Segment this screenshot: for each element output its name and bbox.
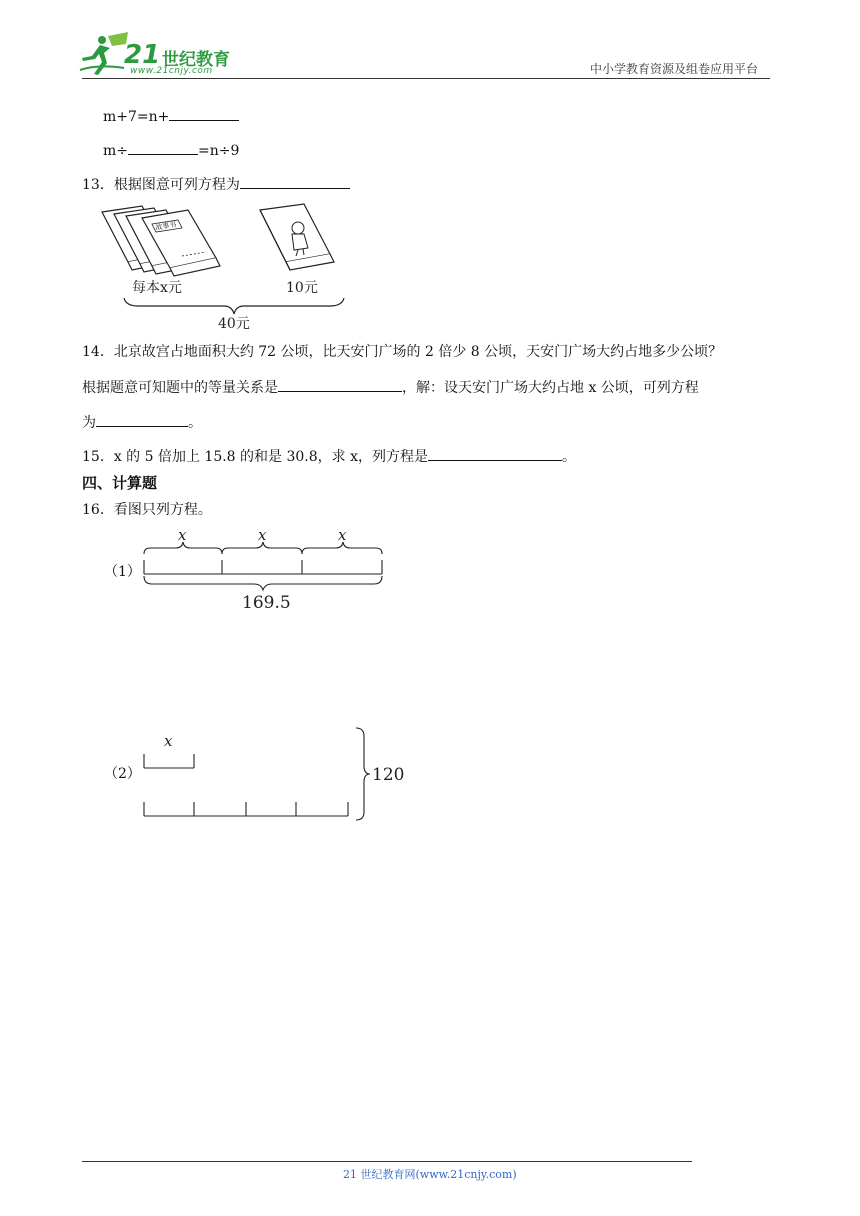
book-stack-icon — [102, 206, 220, 276]
fig2-label: （2） — [104, 766, 141, 782]
q12-line1 — [103, 106, 239, 127]
label-single-price: 10元 — [286, 280, 318, 296]
q14-line3-part2: 。 — [188, 415, 202, 431]
q14-line2 — [82, 377, 699, 398]
q13-blank[interactable] — [240, 174, 350, 189]
q14-blank2[interactable] — [96, 412, 188, 427]
q12-blank1[interactable] — [169, 106, 239, 121]
q12-line1-text: m+7=n+ — [103, 109, 170, 125]
q14-line2-part2: ，解：设天安门广场大约占地 x 公顷，可列方程 — [402, 380, 699, 396]
fig1-x-label-3: x — [338, 526, 347, 544]
q15-end: 。 — [562, 449, 577, 465]
q14-line1: 14．北京故宫占地面积大约 72 公顷，比天安门广场的 2 倍少 8 公顷，天安门广场大约占地多少公顷？ — [82, 344, 723, 360]
q13-question — [82, 174, 350, 195]
q14-line3-part1: 为 — [82, 415, 96, 431]
logo-text: 世纪教育 — [162, 50, 230, 70]
q15-blank[interactable] — [428, 446, 562, 461]
fig2-total-label: 120 — [372, 765, 405, 785]
fig2-x-label: x — [164, 732, 173, 750]
logo-number: 21 — [124, 40, 161, 70]
q12-line2-part1: m÷ — [103, 143, 129, 159]
logo-url: www.21cnjy.com — [130, 66, 213, 76]
header-divider — [82, 78, 770, 79]
single-book-icon — [260, 204, 334, 270]
q12-line2-part2: =n÷9 — [198, 143, 240, 159]
header-platform-text: 中小学教育资源及组卷应用平台 — [590, 62, 759, 76]
label-total-price: 40元 — [218, 316, 250, 332]
fig1-label: （1） — [104, 564, 141, 580]
q15-text: 15．x 的 5 倍加上 15.8 的和是 30.8，求 x，列方程是 — [82, 449, 429, 465]
q13-figure — [98, 202, 358, 332]
fig1-brace-bottom — [144, 576, 382, 590]
q12-blank2[interactable] — [128, 140, 198, 155]
fig1-total-label: 169.5 — [242, 593, 291, 613]
fig1-diagram — [136, 526, 396, 616]
fig2-diagram — [136, 722, 426, 832]
q14-line2-part1: 根据题意可知题中的等量关系是 — [82, 380, 278, 396]
fig1-x-label-2: x — [258, 526, 267, 544]
footer-text[interactable]: 21 世纪教育网(www.21cnjy.com) — [343, 1168, 517, 1181]
section-title: 四、计算题 — [82, 474, 158, 492]
footer-divider — [82, 1161, 692, 1162]
q14-line3 — [82, 412, 202, 433]
q12-line2 — [103, 140, 239, 161]
label-books-price: 每本x元 — [132, 280, 182, 296]
book-title-label: 故事书 — [154, 220, 178, 232]
fig2-right-brace — [356, 728, 370, 820]
q16-question: 16．看图只列方程。 — [82, 502, 212, 518]
q13-text: 13．根据图意可列方程为 — [82, 177, 240, 193]
site-logo — [78, 30, 258, 78]
total-brace — [124, 298, 344, 314]
fig1-x-label-1: x — [178, 526, 187, 544]
q15-question — [82, 446, 576, 467]
q14-blank1[interactable] — [278, 377, 402, 392]
